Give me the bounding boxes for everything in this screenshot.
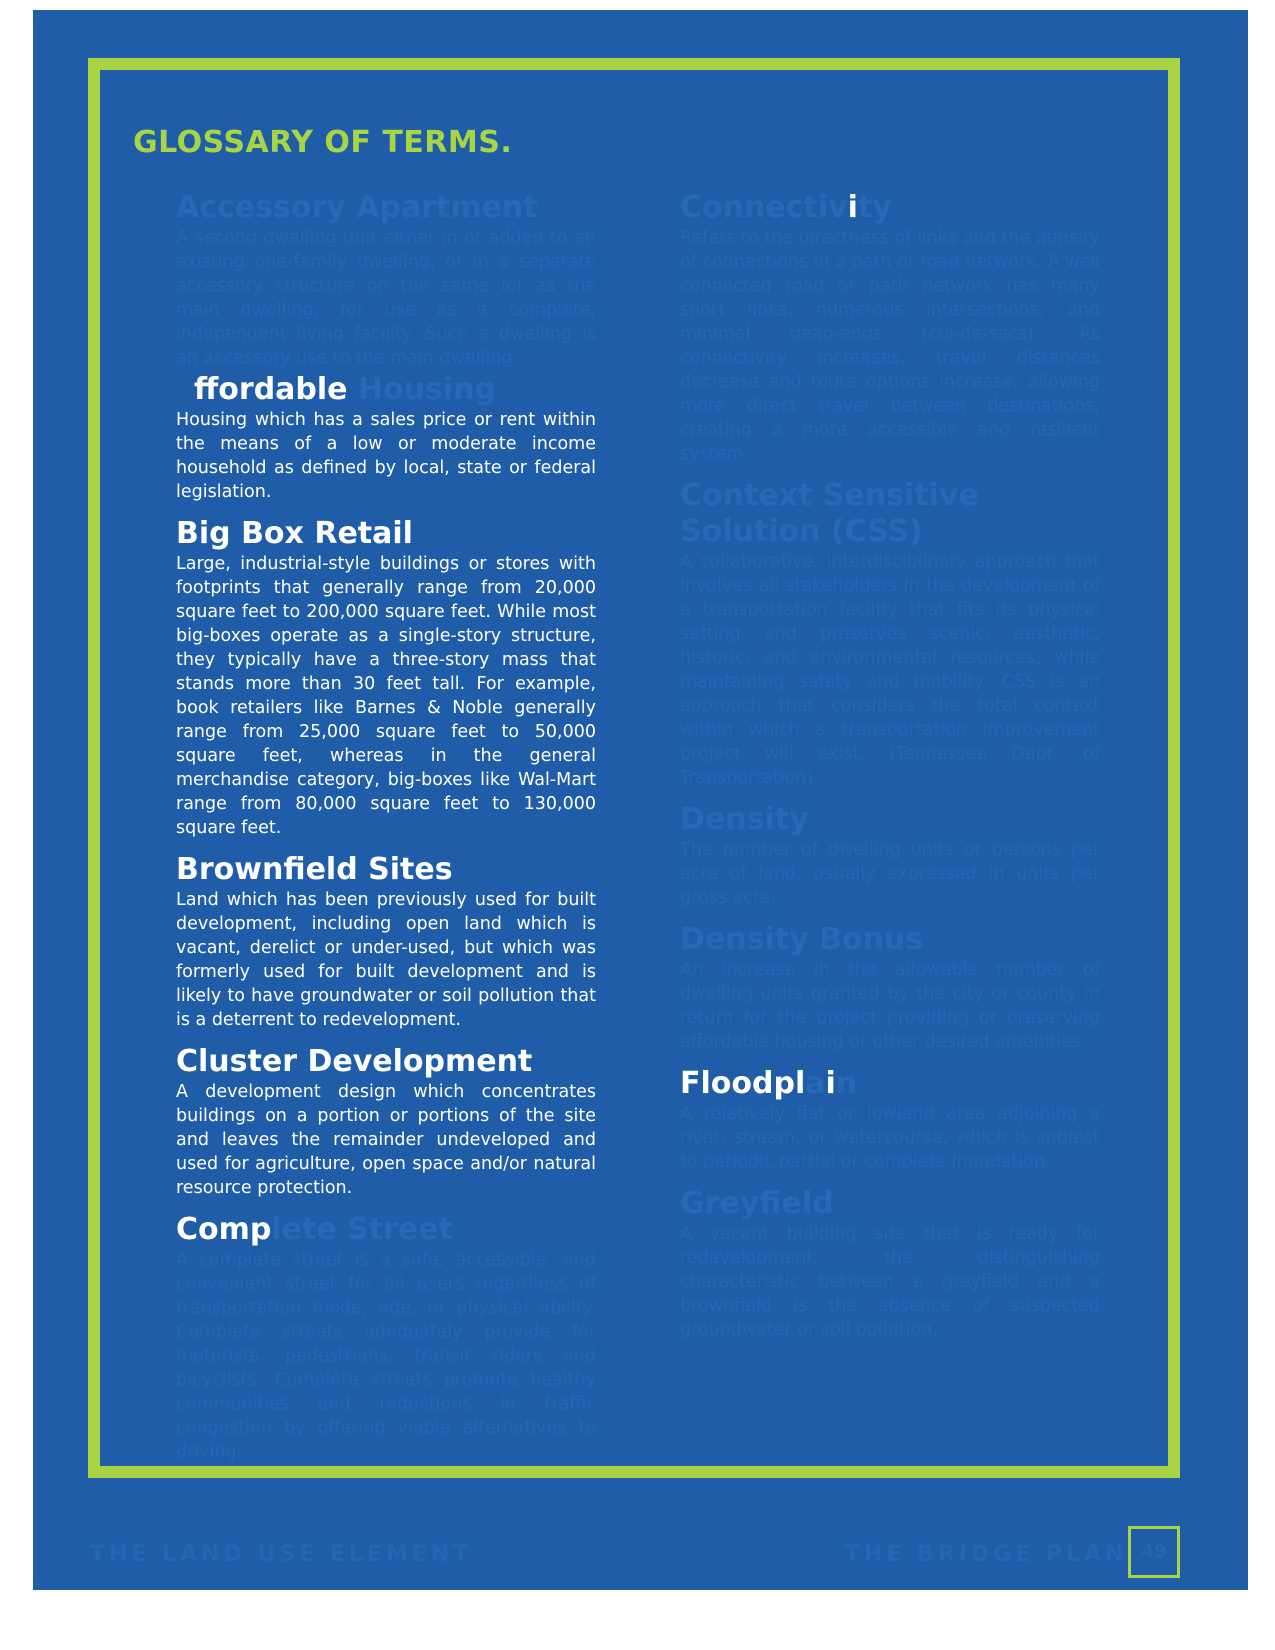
- term-definition: An increase in the allowable number of dwelling units granted by the city or county in return for the project providing or preserving affordable housing or other desired amenities.: [680, 960, 1100, 1052]
- term-definition: A vacant building site that is ready for redevelopment; the distinguishing characteristic between a greyfield and a brownfield is the absence of suspected groundwater or soil pollution.: [680, 1224, 1100, 1340]
- term-definition: Housing which has a sales price or rent within the means of a low or moderate income household as defined by local, state or federal legislation.: [176, 410, 596, 502]
- term-faded-part: Housing: [357, 372, 497, 407]
- term-definition: A relatively flat or lowland area adjoining a river, stream, or watercourse, which is subject to periodic partial or complete inundation.: [680, 1104, 1100, 1172]
- term-visible-part: Comp: [176, 1212, 272, 1247]
- glossary-entry-density-bonus: [680, 922, 1100, 1054]
- glossary-entry-accessory-apartment: [176, 190, 596, 368]
- term-heading: Density Bonus: [680, 922, 924, 957]
- term-heading: Greyfield: [680, 1186, 834, 1221]
- term-faded-part: n: [835, 1066, 858, 1101]
- term-faded-part: ty: [857, 190, 892, 225]
- term-visible-part: i: [847, 190, 858, 225]
- term-heading: [176, 372, 596, 408]
- page-number: 49: [1141, 1541, 1167, 1562]
- glossary-entry-cluster-development: [176, 1044, 596, 1200]
- glossary-entry-connectivity: [680, 190, 1100, 466]
- glossary-entry-context-sensitive-solution: [680, 478, 1100, 790]
- footer-plan-title: THE BRIDGE PLAN: [845, 1542, 1128, 1567]
- term-definition: Land which has been previously used for built development, including open land which is vacant, derelict or under-used, but which was formerly used for built development and is likely to have groundwater or soil pollution that is a deterrent to redevelopment.: [176, 890, 596, 1030]
- term-faded-part: a: [805, 1066, 826, 1101]
- term-heading: Cluster Development: [176, 1044, 533, 1079]
- glossary-entry-density: [680, 802, 1100, 910]
- term-heading: Density: [680, 802, 809, 837]
- footer-section-title: THE LAND USE ELEMENT: [90, 1542, 473, 1567]
- term-visible-i: i: [825, 1066, 836, 1101]
- term-visible-part: Floodpl: [680, 1066, 806, 1101]
- glossary-entry-floodplain: [680, 1066, 1100, 1174]
- term-definition: A collaborative, interdisciplinary approach that involves all stakeholders in the development of a transportation facility that fits its physical setting and preserves scenic, aesthetic, historic, and environmental resources, while maintaining safety and mobility. CSS is an approach that considers the total context within which a transportation improvement project will exist. (Tennessee Dept. of Transportation): [680, 552, 1100, 788]
- term-heading: Big Box Retail: [176, 516, 413, 551]
- term-heading: [680, 1066, 1100, 1102]
- term-heading: [176, 1212, 596, 1248]
- term-definition: The number of dwelling units or persons per acre of land, usually expressed in units per gross acre.: [680, 840, 1100, 908]
- term-faded-part: Connectiv: [680, 190, 848, 225]
- term-visible-part: ffordable: [194, 372, 348, 407]
- term-definition: Refers to the directness of links and the density of connections in a path or road network. A well connected road or path network has many short links, numerous intersections, and minimal dead-ends (cul-de-sacs). As connectivity increases, travel distances decrease and route options increase, allowing more direct travel between destinations, creating a more accessible and resilient system.: [680, 228, 1100, 464]
- term-heading: Accessory Apartment: [176, 190, 538, 225]
- glossary-entry-brownfield-sites: [176, 852, 596, 1032]
- term-heading: Brownfield Sites: [176, 852, 453, 887]
- glossary-entry-big-box-retail: [176, 516, 596, 840]
- term-heading: [680, 190, 1100, 226]
- term-definition: A development design which concentrates buildings on a portion or portions of the site and leaves the remainder undeveloped and used for agriculture, open space and/or natural resource protection.: [176, 1082, 596, 1198]
- glossary-entry-greyfield: [680, 1186, 1100, 1342]
- term-heading: Context Sensitive Solution (CSS): [680, 478, 979, 549]
- left-column: [176, 190, 596, 1464]
- page-number-box: [1128, 1526, 1180, 1578]
- glossary-entry-affordable-housing: [176, 372, 596, 504]
- term-definition: A complete street is a safe, accessible, and convenient street for all users regardless of transportation mode, age, or physical ability. Complete streets adequately provide for motorists, pedestrians, transit riders and bicyclists. Complete streets promote healthy communities and reductions in traffic congestion by offering viable alternatives to driving.: [176, 1250, 596, 1462]
- term-definition: A second dwelling unit either in or added to an existing one-family dwelling, or in a separate accessory structure on the same lot as the main dwelling, for use as a complete, independent living facility. Such a dwelling is an accessory use to the main dwelling.: [176, 228, 596, 368]
- right-column: [680, 190, 1100, 1342]
- glossary-entry-complete-street: [176, 1212, 596, 1464]
- term-definition: Large, industrial-style buildings or stores with footprints that generally range from 20,000 square feet to 200,000 square feet. While most big-boxes operate as a single-story structure, they typically have a three-story mass that stands more than 30 feet tall. For example, book retailers like Barnes & Noble generally range from 25,000 square feet to 50,000 square feet, whereas in the general merchandise category, big-boxes like Wal-Mart range from 80,000 square feet to 130,000 square feet.: [176, 554, 596, 838]
- term-faded-part: lete Street: [271, 1212, 453, 1247]
- page-title: GLOSSARY OF TERMS.: [133, 125, 513, 160]
